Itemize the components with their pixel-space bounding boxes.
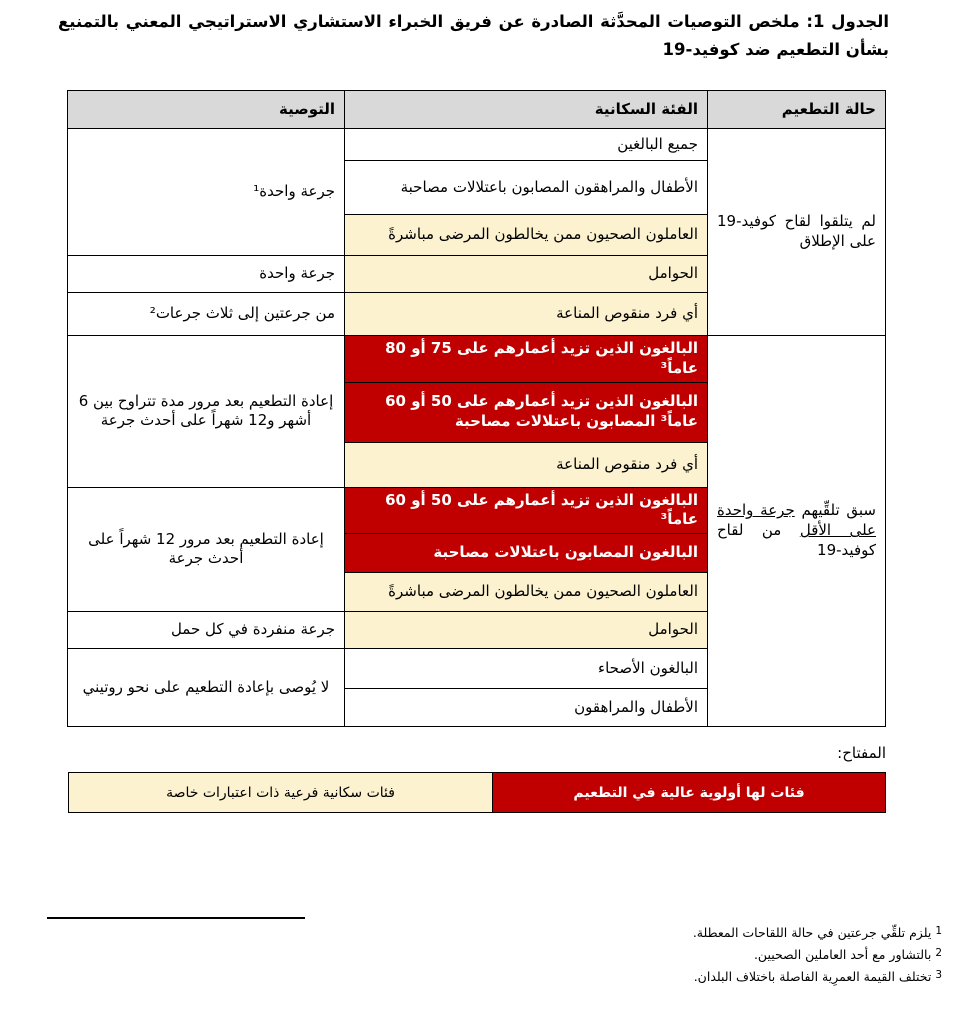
recommendation-cell-revaccinate-6-12-months: إعادة التطعيم بعد مرور مدة تتراوح بين 6 أشهر و12 شهراً على أحدث جرعة bbox=[68, 336, 345, 488]
recommendation-cell-one-dose: جرعة واحدة bbox=[68, 256, 345, 293]
key-label: المفتاح: bbox=[837, 744, 886, 762]
population-cell-children-comorbidities: الأطفال والمراهقون المصابون باعتلالات مصاحبة bbox=[345, 161, 708, 215]
population-cell-immunocompromised: أي فرد منقوص المناعة bbox=[345, 442, 708, 487]
status-cell-previously-vaccinated bbox=[708, 336, 886, 727]
table-header-row bbox=[68, 91, 886, 129]
status-text-start: سبق تلقِّيهم bbox=[794, 501, 876, 520]
footnotes bbox=[693, 921, 942, 987]
status-cell-never-vaccinated: لم يتلقوا لقاح كوفيد-19 على الإطلاق bbox=[708, 129, 886, 336]
population-cell-health-workers: العاملون الصحيون ممن يخالطون المرضى مباشرةً bbox=[345, 573, 708, 612]
population-cell-pregnant-women: الحوامل bbox=[345, 256, 708, 293]
footnote-marker: 2 bbox=[935, 947, 942, 959]
population-cell-health-workers: العاملون الصحيون ممن يخالطون المرضى مباشرةً bbox=[345, 215, 708, 256]
color-key bbox=[68, 772, 886, 813]
recommendation-cell-one-dose-fn1: جرعة واحدة¹ bbox=[68, 129, 345, 256]
key-high-priority-swatch: فئات لها أولوية عالية في التطعيم bbox=[492, 772, 886, 813]
footnote-text: يلزم تلقِّي جرعتين في حالة اللقاحات المعطلة. bbox=[692, 925, 932, 940]
population-cell-adults-over-50-60-comorbidities: البالغون الذين تزيد أعمارهم على 50 أو 60 عاماً³ المصابون باعتلالات مصاحبة bbox=[345, 382, 708, 442]
recommendations-table bbox=[67, 90, 886, 727]
recommendation-cell-single-dose-per-pregnancy: جرعة منفردة في كل حمل bbox=[68, 612, 345, 649]
column-header-vaccination-status: حالة التطعيم bbox=[708, 91, 886, 129]
population-cell-adults-comorbidities: البالغون المصابون باعتلالات مصاحبة bbox=[345, 534, 708, 573]
footnote-2 bbox=[693, 943, 942, 965]
key-special-considerations-swatch: فئات سكانية فرعية ذات اعتبارات خاصة bbox=[68, 772, 492, 813]
recommendation-cell-two-to-three-doses-fn2: من جرعتين إلى ثلاث جرعات² bbox=[68, 293, 345, 336]
footnote-separator bbox=[47, 917, 305, 919]
table-row bbox=[68, 129, 886, 161]
population-cell-all-adults: جميع البالغين bbox=[345, 129, 708, 161]
status-text-end: من لقاح كوفيد-19 bbox=[717, 521, 876, 559]
footnote-text: تختلف القيمة العمرِية الفاصلة باختلاف البلدان. bbox=[693, 969, 932, 984]
footnote-3 bbox=[693, 965, 942, 987]
population-cell-adults-over-75-80: البالغون الذين تزيد أعمارهم على 75 أو 80 عاماً³ bbox=[345, 336, 708, 383]
population-cell-healthy-adults: البالغون الأصحاء bbox=[345, 649, 708, 689]
footnote-marker: 1 bbox=[935, 925, 942, 937]
recommendation-cell-revaccinate-12-months: إعادة التطعيم بعد مرور 12 شهراً على أحدث جرعة bbox=[68, 487, 345, 612]
column-header-recommendation: التوصية bbox=[68, 91, 345, 129]
footnote-text: بالتشاور مع أحد العاملين الصحيين. bbox=[753, 947, 932, 962]
table-title: الجدول 1: ملخص التوصيات المحدَّثة الصادرة عن فريق الخبراء الاستشاري الاستراتيجي المعني بالتمنيع بشأن التطعيم ضد كوفيد-19 bbox=[58, 12, 890, 59]
column-header-population-category: الفئة السكانية bbox=[345, 91, 708, 129]
population-cell-adults-over-50-60: البالغون الذين تزيد أعمارهم على 50 أو 60 عاماً³ bbox=[345, 487, 708, 534]
footnote-1 bbox=[693, 921, 942, 943]
table-row bbox=[68, 336, 886, 383]
footnote-marker: 3 bbox=[935, 969, 942, 981]
population-cell-children-adolescents: الأطفال والمراهقون bbox=[345, 689, 708, 727]
population-cell-immunocompromised: أي فرد منقوص المناعة bbox=[345, 293, 708, 336]
status-text-underlined: جرعة واحدة على الأقل bbox=[717, 501, 876, 540]
recommendation-cell-no-routine-revaccination: لا يُوصى بإعادة التطعيم على نحو روتيني bbox=[68, 649, 345, 727]
population-cell-pregnant-women: الحوامل bbox=[345, 612, 708, 649]
